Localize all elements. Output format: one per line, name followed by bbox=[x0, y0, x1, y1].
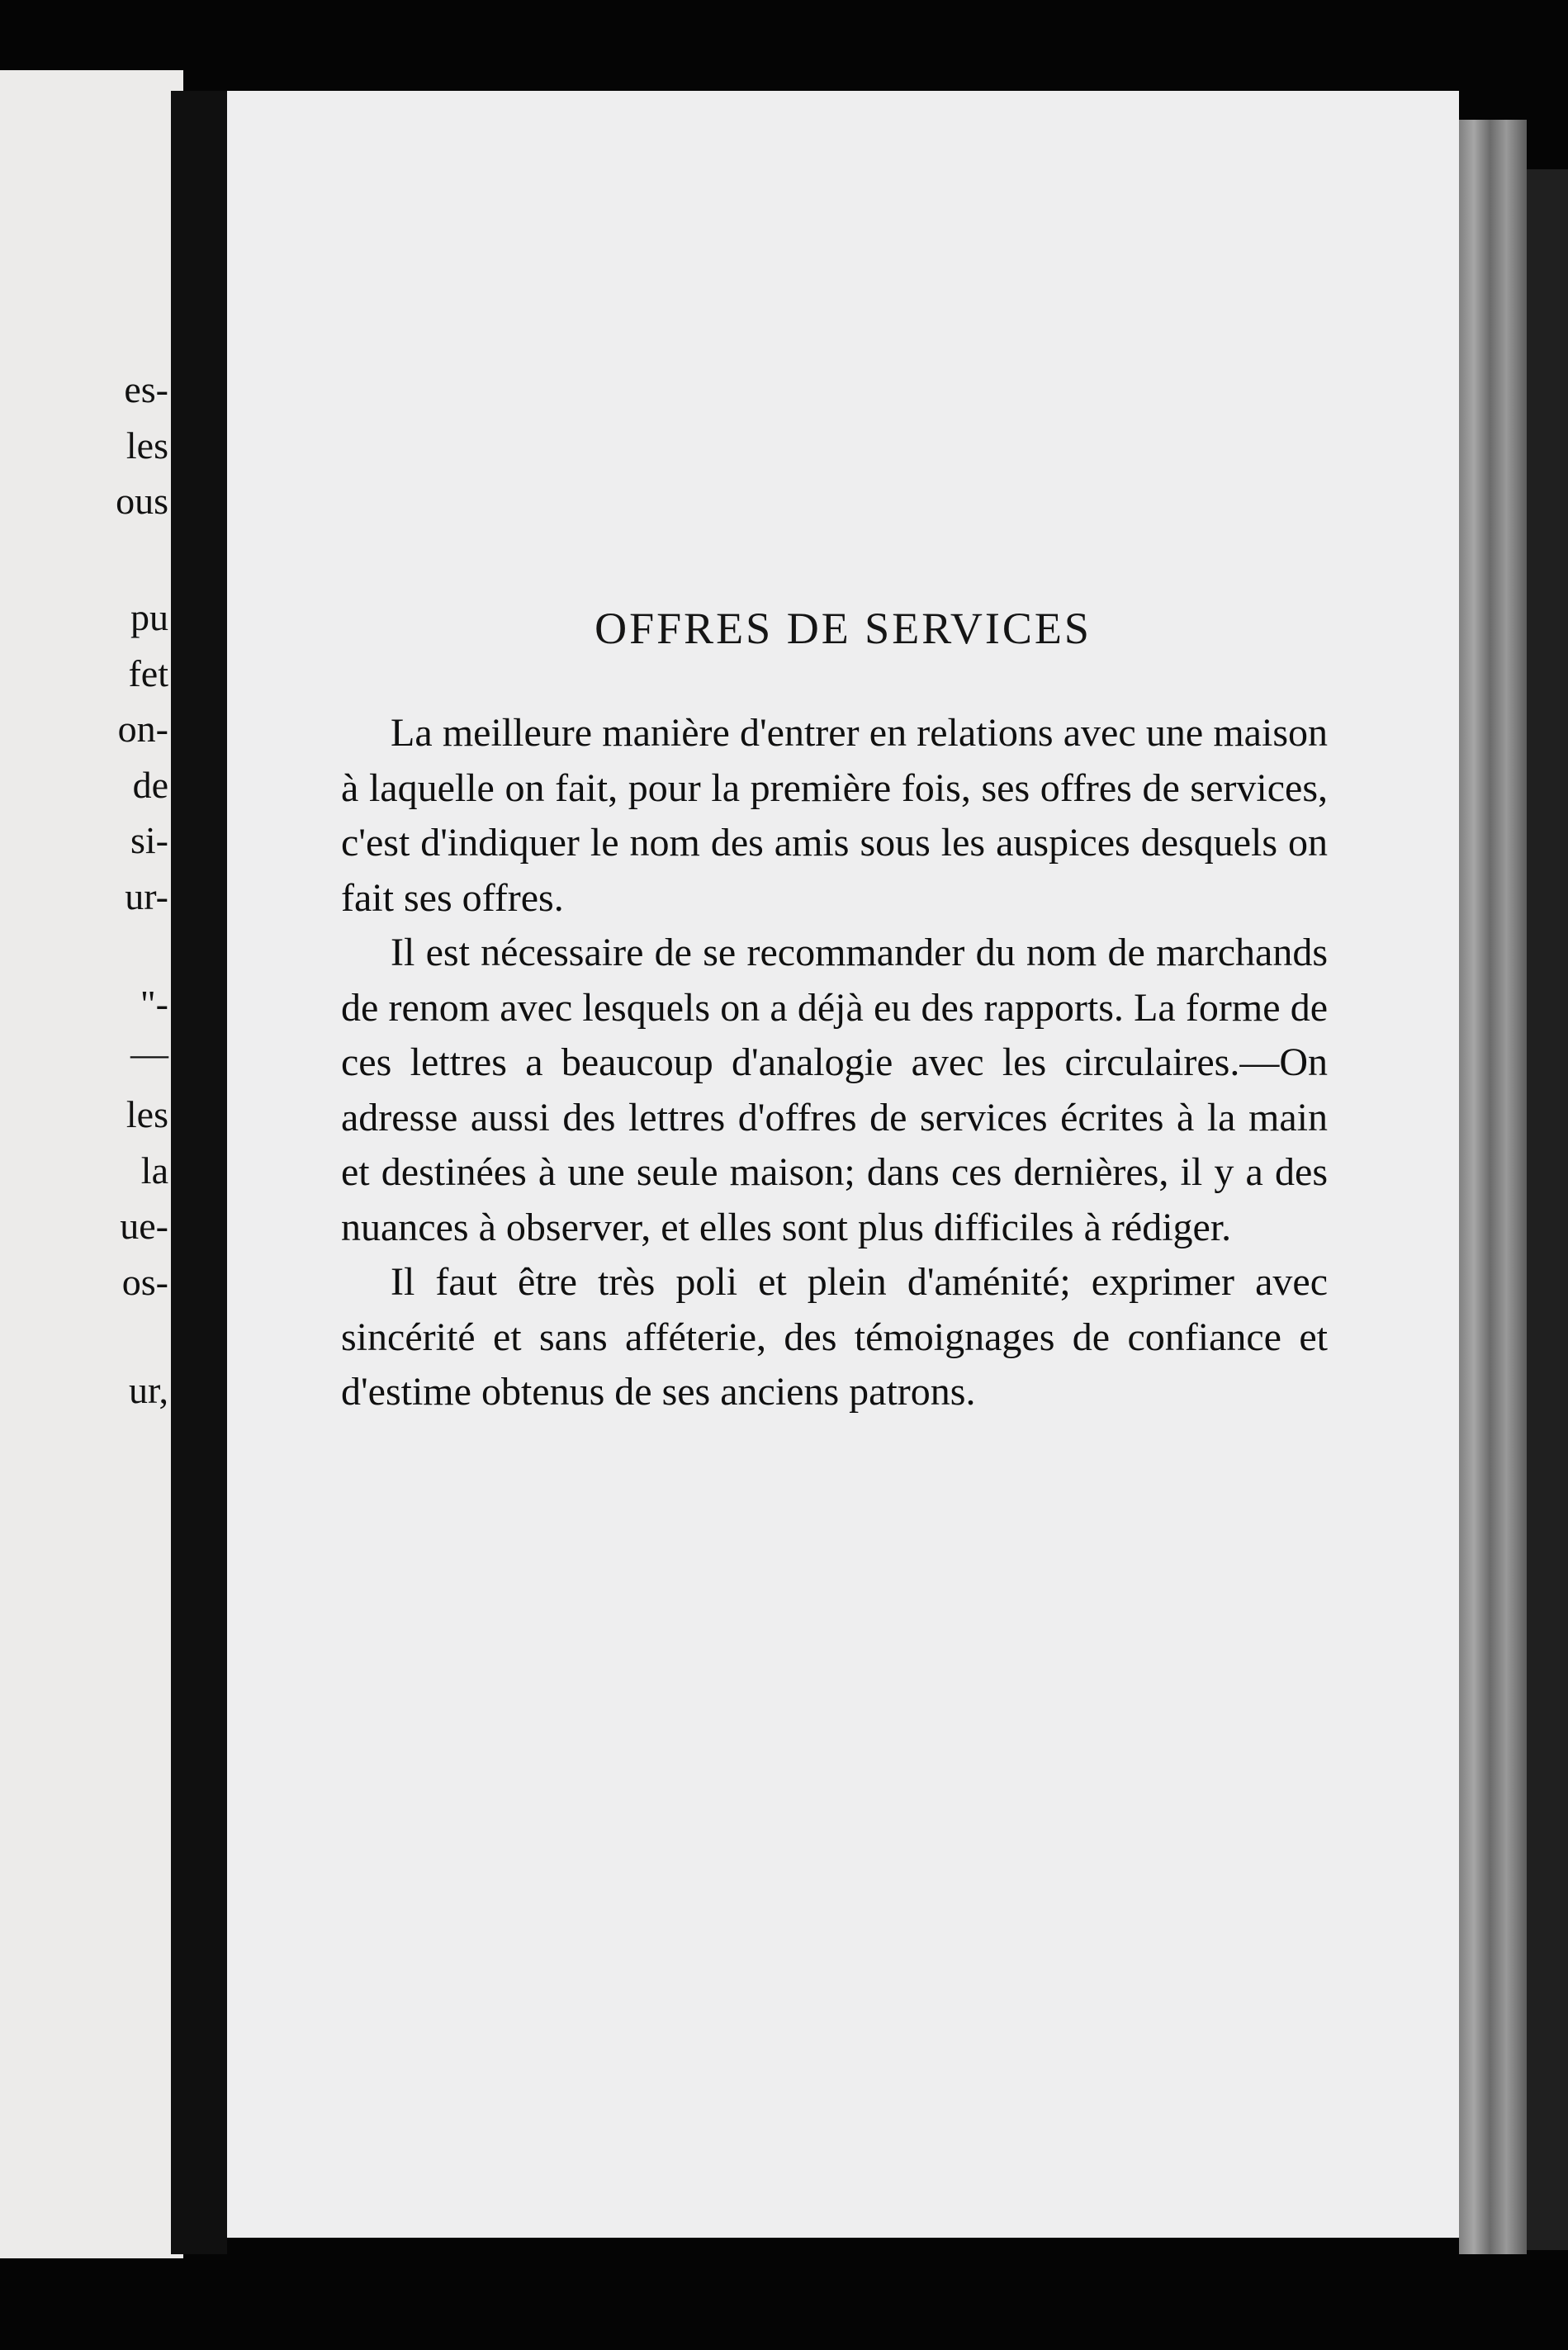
body-text bbox=[341, 706, 1328, 1420]
left-margin-fragment: les bbox=[126, 1093, 168, 1135]
left-margin-fragment: es- bbox=[124, 368, 168, 410]
left-margin-fragment: si- bbox=[130, 819, 168, 861]
page-edge-texture bbox=[1459, 120, 1527, 2254]
left-margin-fragment: ur, bbox=[129, 1369, 168, 1411]
left-page-fragment bbox=[0, 70, 183, 2258]
left-margin-fragment: pu bbox=[130, 596, 168, 638]
left-margin-fragment: ous bbox=[116, 480, 168, 522]
left-margin-fragment: de bbox=[132, 764, 168, 806]
left-margin-fragment: ue- bbox=[120, 1205, 168, 1247]
left-margin-fragment: on- bbox=[117, 708, 168, 750]
left-margin-fragment: — bbox=[130, 1032, 168, 1074]
paragraph-2: Il est nécessaire de se recommander du nom de marchands de renom avec lesquels on a déjà eu des rapports. La forme de ces lettres a beaucoup d'analogie avec les circulaires.—On adresse aussi des lettres d'offres de services écrites à la main et destinées à une seule maison; dans ces dernières, il y a des nuances à observer, et elles sont plus difficiles à rédiger. bbox=[341, 931, 1328, 1249]
left-margin-fragment: "- bbox=[140, 983, 168, 1025]
left-margin-fragment: os- bbox=[121, 1261, 168, 1303]
paragraph-3: Il faut être très poli et plein d'aménité; exprimer avec sincérité et sans afféterie, des témoignages de confiance et d'estime obtenus de ses anciens patrons. bbox=[341, 1260, 1328, 1414]
left-margin-fragment: la bbox=[140, 1149, 168, 1192]
left-margin-fragment: les bbox=[126, 424, 168, 467]
book-gutter-shadow bbox=[171, 91, 227, 2254]
book-cover-edge bbox=[1527, 169, 1568, 2250]
left-margin-fragment: ur- bbox=[125, 875, 168, 917]
page-title: OFFRES DE SERVICES bbox=[595, 604, 1092, 653]
left-margin-fragment: fet bbox=[128, 652, 168, 694]
right-page bbox=[227, 91, 1459, 2238]
paragraph-1: La meilleure manière d'entrer en relations avec une maison à laquelle on fait, pour la première fois, ses offres de services, c'est d'indiquer le nom des amis sous les auspices desquels on fait ses offres. bbox=[341, 711, 1328, 920]
